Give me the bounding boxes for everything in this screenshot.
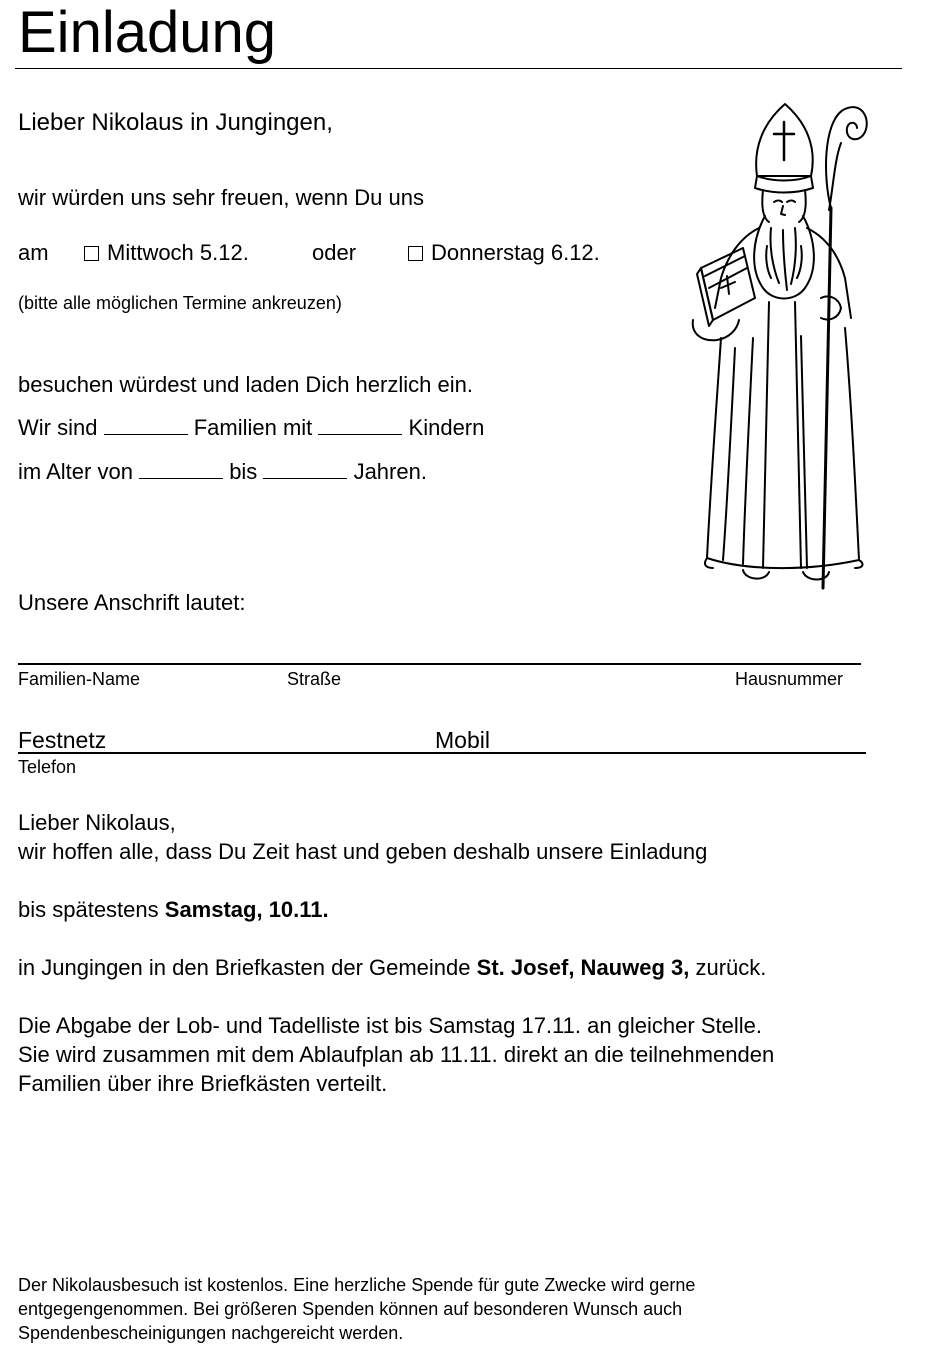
label-landline: Festnetz bbox=[18, 727, 107, 753]
age-text-1: im Alter von bbox=[18, 459, 133, 484]
date-connector: oder bbox=[312, 240, 357, 265]
label-street: Straße bbox=[287, 669, 342, 689]
dates-hint: (bitte alle möglichen Termine ankreuzen) bbox=[18, 293, 342, 313]
address-field-line[interactable] bbox=[18, 663, 861, 665]
age-text-2: bis bbox=[229, 459, 258, 484]
checkbox-mittwoch[interactable] bbox=[84, 246, 99, 261]
families-text-1: Wir sind bbox=[18, 415, 98, 440]
footer-line-1: Der Nikolausbesuch ist kostenlos. Eine herzliche Spende für gute Zwecke wird gerne bbox=[18, 1275, 696, 1295]
location-address: St. Josef, Nauweg 3, bbox=[476, 955, 690, 980]
location-prefix: in Jungingen in den Briefkasten der Gemeinde bbox=[18, 955, 471, 980]
families-text-3: Kindern bbox=[408, 415, 485, 440]
date-option-2[interactable] bbox=[408, 240, 600, 266]
date-option-1-label: Mittwoch 5.12. bbox=[107, 240, 249, 265]
footer-note bbox=[18, 1273, 818, 1345]
date-option-2-label: Donnerstag 6.12. bbox=[431, 240, 600, 265]
deadline-date: Samstag, 10.11. bbox=[164, 897, 329, 922]
title-divider bbox=[15, 68, 902, 69]
age-text-3: Jahren. bbox=[353, 459, 427, 484]
label-house-number: Hausnummer bbox=[735, 669, 844, 689]
page-title: Einladung bbox=[18, 0, 276, 65]
address-heading: Unsere Anschrift lautet: bbox=[18, 590, 246, 615]
intro-text: wir würden uns sehr freuen, wenn Du uns bbox=[18, 185, 424, 210]
greeting: Lieber Nikolaus in Jungingen, bbox=[18, 109, 333, 136]
visit-line: besuchen würdest und laden Dich herzlich ein. bbox=[18, 372, 473, 397]
families-line bbox=[18, 415, 484, 441]
date-prefix: am bbox=[18, 240, 49, 265]
list-line-1: Die Abgabe der Lob- und Tadelliste ist bis Samstag 17.11. an gleicher Stelle. bbox=[18, 1013, 762, 1038]
saint-nicholas-illustration bbox=[683, 98, 883, 594]
label-family-name: Familien-Name bbox=[18, 669, 141, 689]
age-from-field[interactable] bbox=[139, 460, 223, 479]
footer-line-2: entgegengenommen. Bei größeren Spenden können auf besonderen Wunsch auch bbox=[18, 1299, 683, 1319]
families-text-2: Familien mit bbox=[193, 415, 313, 440]
label-phone: Telefon bbox=[18, 757, 77, 777]
location-line bbox=[18, 953, 766, 982]
checkbox-donnerstag[interactable] bbox=[408, 246, 423, 261]
deadline-line bbox=[18, 895, 329, 924]
date-option-1[interactable] bbox=[84, 240, 249, 266]
phone-field-line[interactable] bbox=[18, 752, 866, 754]
age-line bbox=[18, 459, 427, 485]
list-line-2: Sie wird zusammen mit dem Ablaufplan ab 11.11. direkt an die teilnehmenden bbox=[18, 1042, 775, 1067]
location-suffix: zurück. bbox=[695, 955, 767, 980]
closing-salutation: Lieber Nikolaus, bbox=[18, 810, 176, 835]
families-count-field[interactable] bbox=[104, 416, 188, 435]
list-line-3: Familien über ihre Briefkästen verteilt. bbox=[18, 1071, 388, 1096]
closing-line-1: wir hoffen alle, dass Du Zeit hast und geben deshalb unsere Einladung bbox=[18, 839, 708, 864]
label-mobile: Mobil bbox=[435, 727, 490, 753]
age-to-field[interactable] bbox=[263, 460, 347, 479]
children-count-field[interactable] bbox=[318, 416, 402, 435]
footer-line-3: Spendenbescheinigungen nachgereicht werden. bbox=[18, 1323, 404, 1343]
deadline-prefix: bis spätestens bbox=[18, 897, 159, 922]
